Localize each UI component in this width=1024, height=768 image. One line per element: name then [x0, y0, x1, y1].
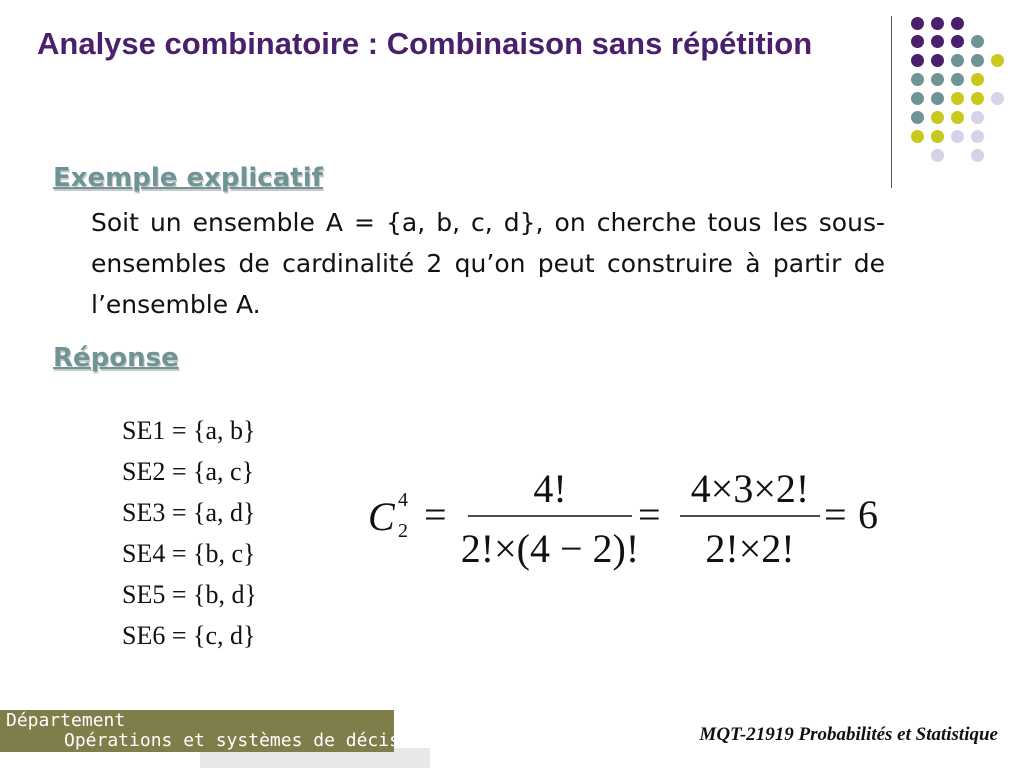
- section-heading-example: Exemple explicatif: [53, 163, 323, 193]
- formula-result: 6: [858, 492, 878, 537]
- dot: [931, 149, 944, 162]
- dot: [971, 54, 984, 67]
- subset-list: [122, 410, 257, 656]
- dot: [951, 35, 964, 48]
- formula-numerator-2: 4×3×2!: [690, 466, 810, 511]
- list-item: SE6 = {c, d}: [122, 621, 256, 650]
- dot: [931, 92, 944, 105]
- dot: [951, 130, 964, 143]
- dot: [911, 92, 924, 105]
- formula-numerator-1: 4!: [533, 466, 567, 511]
- dot: [931, 111, 944, 124]
- dot: [971, 92, 984, 105]
- dot: [991, 92, 1004, 105]
- list-item: SE2 = {a, c}: [122, 457, 255, 486]
- logo-line-1: Département: [6, 710, 126, 731]
- formula-denominator-1: 2!×(4 − 2)!: [460, 526, 640, 571]
- formula-eq-3: =: [824, 492, 847, 537]
- dot: [951, 54, 964, 67]
- formula-sub: 2: [398, 520, 408, 542]
- combination-formula: [368, 458, 898, 573]
- section-heading-answer: Réponse: [53, 343, 179, 373]
- formula-sup: 4: [398, 489, 408, 511]
- dot: [931, 130, 944, 143]
- dot: [931, 35, 944, 48]
- dot: [911, 54, 924, 67]
- list-item: SE5 = {b, d}: [122, 580, 257, 609]
- formula-denominator-2: 2!×2!: [705, 526, 795, 571]
- dot: [971, 149, 984, 162]
- formula-eq-2: =: [638, 492, 661, 537]
- slide-title: Analyse combinatoire : Combinaison sans répétition: [37, 26, 813, 61]
- dot: [911, 17, 924, 30]
- dot: [991, 54, 1004, 67]
- dot: [951, 92, 964, 105]
- dot: [911, 130, 924, 143]
- dot: [931, 54, 944, 67]
- list-item: SE1 = {a, b}: [122, 416, 256, 445]
- dot: [931, 73, 944, 86]
- dot: [971, 35, 984, 48]
- dot: [971, 111, 984, 124]
- formula-symbol: C: [368, 494, 395, 539]
- logo-line-2: Opérations et systèmes de décisions: [64, 730, 444, 751]
- dot: [951, 73, 964, 86]
- dot: [911, 35, 924, 48]
- dot: [911, 73, 924, 86]
- dot: [971, 130, 984, 143]
- list-item: SE4 = {b, c}: [122, 539, 256, 568]
- list-item: SE3 = {a, d}: [122, 498, 256, 527]
- dot: [911, 111, 924, 124]
- course-footer: MQT-21919 Probabilités et Statistique: [699, 724, 998, 745]
- dot: [971, 73, 984, 86]
- dot: [951, 17, 964, 30]
- dot: [951, 111, 964, 124]
- dot: [931, 17, 944, 30]
- formula-eq-1: =: [424, 492, 447, 537]
- example-paragraph: Soit un ensemble A = {a, b, c, d}, on cherche tous les sous-ensembles de cardinalité 2 qu’on peut construire à partir de l’ensemble A.: [91, 208, 885, 319]
